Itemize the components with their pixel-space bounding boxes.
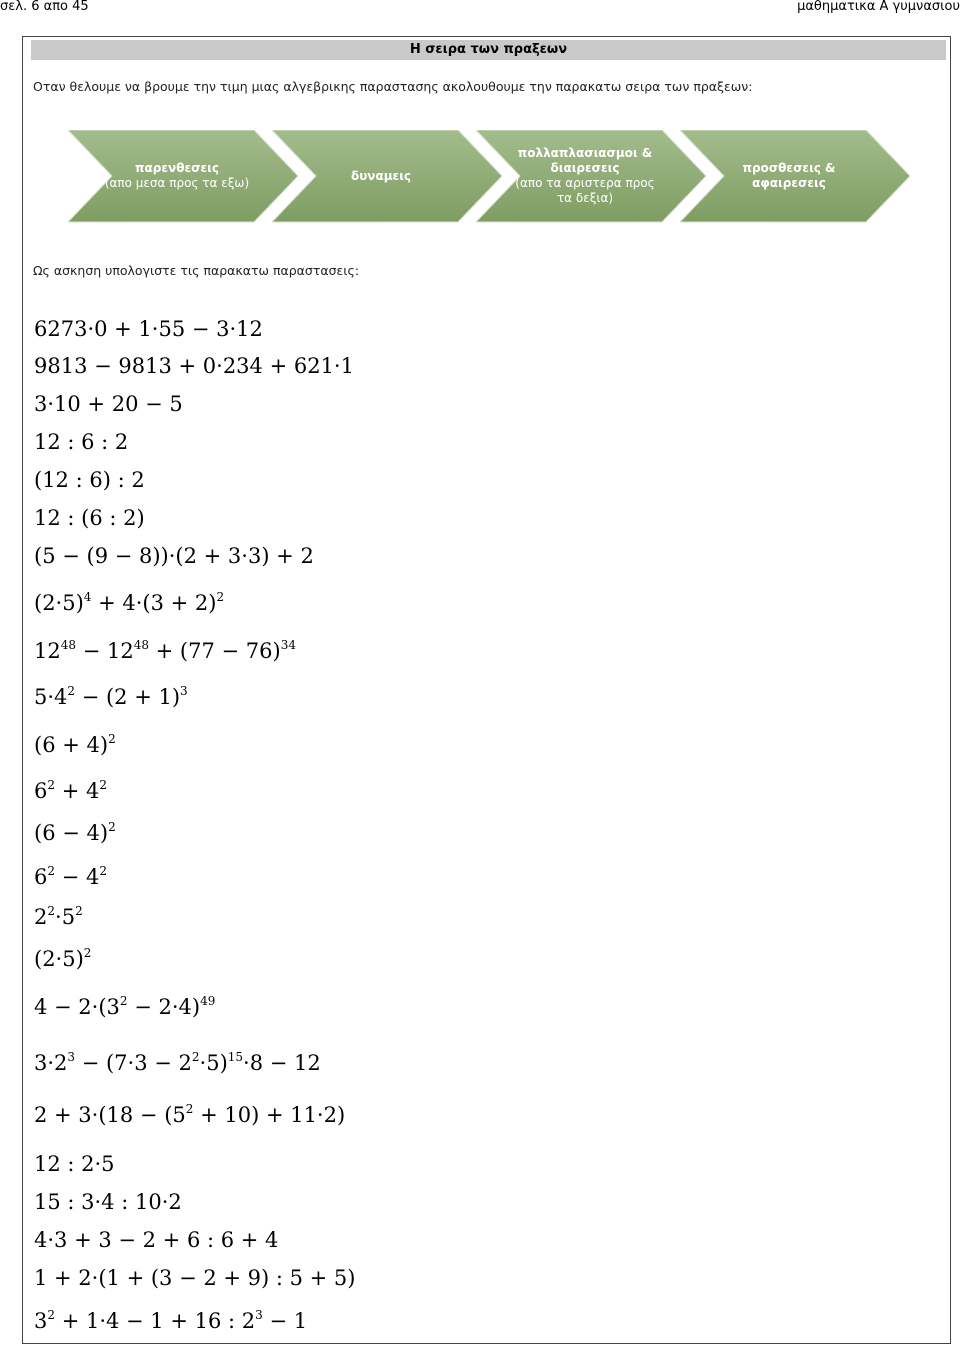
exercise-expression: $3\cdot 2^3 - (7\cdot 3 - 2^2\cdot 5)^{15}\cdot 8 - 12$ (34, 1050, 321, 1075)
step-title: προσθεσεις & αφαιρεσεις (742, 161, 836, 190)
exercise-expression: $5\cdot 4^2 - (2 + 1)^3$ (34, 684, 188, 709)
exercise-instructions: Ως ασκηση υπολογιστε τις παρακατω παραστασεις: (33, 263, 360, 278)
exercise-expression: 15 : 3·4 : 10·2 (34, 1190, 182, 1214)
exercise-expression: $(6 - 4)^2$ (34, 820, 116, 845)
exercise-expression: $(2\cdot 5)^4 + 4\cdot(3 + 2)^2$ (34, 590, 225, 615)
exercise-expression: 12 : 2·5 (34, 1152, 115, 1176)
exercise-list (34, 0, 634, 1349)
exercise-expression: $12^{48} - 12^{48} + (77 - 76)^{34}$ (34, 638, 296, 663)
step-title: δυναμεις (350, 168, 412, 183)
exercise-expression: $2^2\cdot 5^2$ (34, 904, 83, 929)
exercise-expression: $(6 + 4)^2$ (34, 732, 116, 757)
page-number: σελ. 6 απο 45 (0, 0, 89, 14)
exercise-expression: $6^2 + 4^2$ (34, 778, 107, 803)
exercise-expression: (5 − (9 − 8))·(2 + 3·3) + 2 (34, 544, 314, 568)
subject-label: μαθηματικα Α γυμνασιου (797, 0, 960, 14)
intro-text: Οταν θελουμε να βρουμε την τιμη μιας αλγεβρικης παραστασης ακολουθουμε την παρακατω σειρα των πραξεων: (33, 79, 753, 94)
exercise-expression: 4·3 + 3 − 2 + 6 : 6 + 4 (34, 1228, 279, 1252)
exercise-expression: $4 - 2\cdot(3^2 - 2\cdot 4)^{49}$ (34, 994, 216, 1019)
exercise-expression: 12 : 6 : 2 (34, 430, 129, 454)
step-subtitle: (απο τα αριστερα προς τα δεξια) (515, 176, 655, 205)
exercise-expression: 6273·0 + 1·55 − 3·12 (34, 317, 263, 341)
step-subtitle: (απο μεσα προς τα εξω) (104, 176, 250, 190)
exercise-expression: $3^2 + 1\cdot 4 - 1 + 16$ : $2^3 - 1$ (34, 1308, 308, 1333)
step-title: πολλαπλασιασμοι & διαιρεσεις (517, 146, 653, 175)
exercise-expression: $6^2 - 4^2$ (34, 864, 107, 889)
step-title: παρενθεσεις (135, 161, 219, 175)
exercise-expression: $2 + 3\cdot(18 - (5^2 + 10) + 11\cdot 2)$ (34, 1102, 346, 1127)
exercise-expression: 9813 − 9813 + 0·234 + 621·1 (34, 354, 354, 378)
exercise-expression: (12 : 6) : 2 (34, 468, 145, 492)
exercise-expression: $(2\cdot 5)^2$ (34, 946, 92, 971)
section-title: Η σειρα των πραξεων (31, 40, 946, 60)
exercise-expression: 1 + 2·(1 + (3 − 2 + 9) : 5 + 5) (34, 1266, 356, 1290)
exercise-expression: 12 : (6 : 2) (34, 506, 145, 530)
step-addition-subtraction (680, 130, 912, 224)
exercise-expression: 3·10 + 20 − 5 (34, 392, 183, 416)
